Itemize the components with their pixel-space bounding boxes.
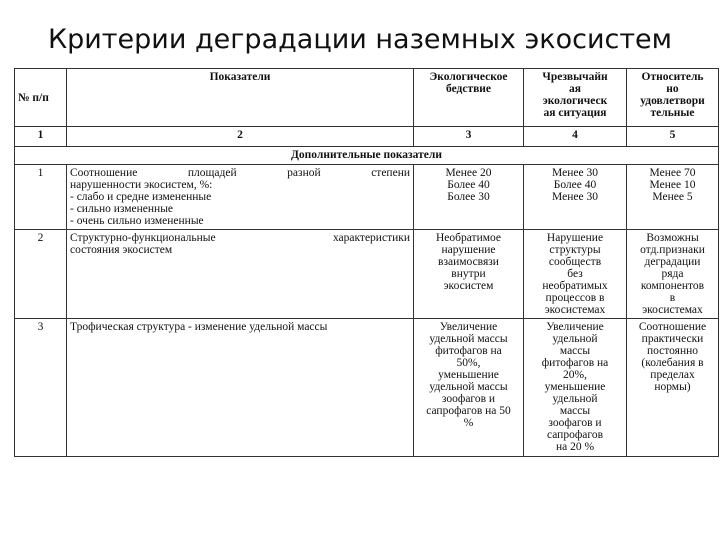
header-emergency: Чрезвычайн ая экологическ ая ситуация bbox=[524, 69, 627, 127]
header-num: № п/п bbox=[15, 69, 67, 127]
row-relative: Возможны отд.признаки деградации ряда компонентов в экосистемах bbox=[627, 230, 719, 319]
row-emergency: Увеличение удельной массы фитофагов на 20%, уменьшение удельной массы зоофагов и сапрофагов на 20 % bbox=[524, 319, 627, 457]
row-relative: Соотношение практически постоянно (колебания в пределах нормы) bbox=[627, 319, 719, 457]
row-number: 1 bbox=[15, 165, 67, 230]
row-indicator: Трофическая структура - изменение удельной массы bbox=[67, 319, 414, 457]
row-number: 2 bbox=[15, 230, 67, 319]
table-row bbox=[15, 230, 719, 319]
header-relative: Относитель но удовлетвори тельные bbox=[627, 69, 719, 127]
table-row bbox=[15, 165, 719, 230]
col-number: 3 bbox=[414, 127, 524, 147]
row-disaster: Менее 20 Более 40 Более 30 bbox=[414, 165, 524, 230]
subheader-row bbox=[15, 147, 719, 165]
row-indicator: Структурно-функциональные характеристики состояния экосистем bbox=[67, 230, 414, 319]
row-number: 3 bbox=[15, 319, 67, 457]
col-number: 4 bbox=[524, 127, 627, 147]
col-number: 5 bbox=[627, 127, 719, 147]
subheader: Дополнительные показатели bbox=[15, 147, 719, 165]
header-disaster: Экологическое бедствие bbox=[414, 69, 524, 127]
table-row bbox=[15, 319, 719, 457]
col-number: 2 bbox=[67, 127, 414, 147]
row-emergency: Нарушение структуры сообществ без необратимых процессов в экосистемах bbox=[524, 230, 627, 319]
row-disaster: Увеличение удельной массы фитофагов на 50%, уменьшение удельной массы зоофагов и сапрофагов на 50 % bbox=[414, 319, 524, 457]
header-indicators: Показатели bbox=[67, 69, 414, 127]
column-number-row bbox=[15, 127, 719, 147]
header-row bbox=[15, 69, 719, 127]
criteria-table bbox=[14, 68, 719, 457]
row-disaster: Необратимое нарушение взаимосвязи внутри экосистем bbox=[414, 230, 524, 319]
row-emergency: Менее 30 Более 40 Менее 30 bbox=[524, 165, 627, 230]
row-relative: Менее 70 Менее 10 Менее 5 bbox=[627, 165, 719, 230]
row-indicator: Соотношение площадей разной степени нарушенности экосистем, %: - слабо и средне измененные - сильно измененные - очень сильно измененные bbox=[67, 165, 414, 230]
col-number: 1 bbox=[15, 127, 67, 147]
page-title: Критерии деградации наземных экосистем bbox=[47, 24, 673, 55]
